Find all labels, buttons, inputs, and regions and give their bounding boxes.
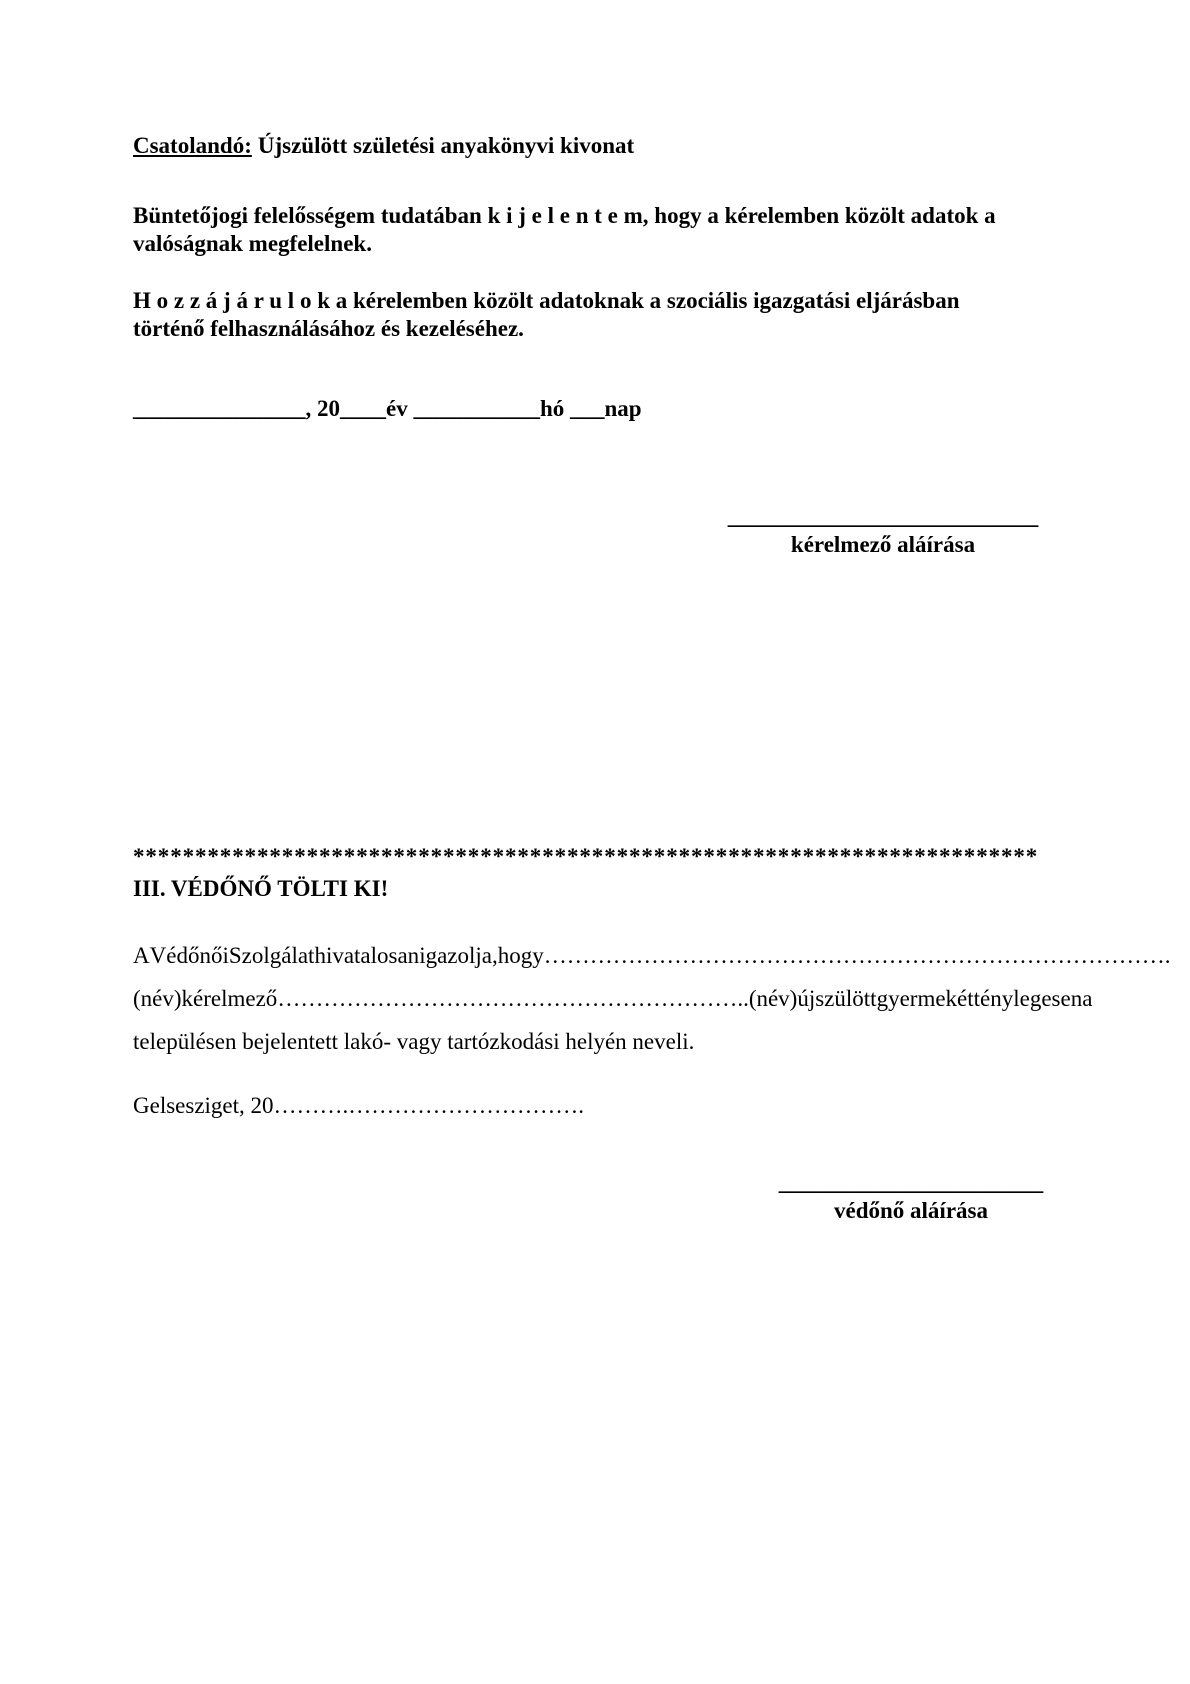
applicant-signature-block [726, 505, 1040, 558]
attachment-note-text: Újszülött születési anyakönyvi kivonat [257, 133, 635, 158]
justified-word: ………………………………………………………………………. [543, 943, 1171, 968]
applicant-signature-label: kérelmező aláírása [790, 532, 976, 557]
justified-word: Védőnői [149, 943, 229, 968]
justified-word: igazolja, [419, 943, 498, 968]
justified-word: (név) [133, 986, 182, 1011]
consent-paragraph-line-2: történő felhasználásához és kezeléséhez. [133, 316, 524, 341]
section-divider: ************************************************************************* [133, 844, 1039, 869]
date-blank-line: _______________, 20____év ___________hó ___nap [133, 396, 642, 421]
justified-word: kérelmező [181, 986, 278, 1011]
justified-word: …………………………………………………….. [277, 986, 749, 1011]
section3-body-line-1 [133, 941, 1171, 971]
nurse-signature-rule: _______________________ [778, 1170, 1044, 1195]
justified-word: újszülött [797, 986, 877, 1011]
justified-word: gyermekét [876, 986, 974, 1011]
consent-paragraph-line-1: H o z z á j á r u l o k a kérelemben közölt adatoknak a szociális igazgatási eljárásban [133, 288, 960, 313]
justified-word: hivatalosan [314, 943, 420, 968]
attachment-note-label: Csatolandó: [133, 133, 252, 158]
nurse-signature-block [776, 1171, 1046, 1224]
place-date-line: Gelsesziget, 20……….…………………………. [133, 1093, 585, 1118]
justified-word: ténylegesen [973, 986, 1083, 1011]
section3-body-line-2 [133, 984, 1093, 1014]
applicant-signature-rule: ___________________________ [727, 504, 1039, 529]
attachment-note [133, 131, 1040, 161]
justified-word: Szolgálat [228, 943, 315, 968]
declaration-paragraph-line-1: Büntetőjogi felelősségem tudatában k i j e l e n t e m, hogy a kérelemben közölt adatok a [133, 203, 996, 228]
declaration-paragraph-line-2: valóságnak megfelelnek. [133, 231, 372, 256]
section3-heading: III. VÉDŐNŐ TÖLTI KI! [133, 876, 389, 901]
justified-word: a [1082, 986, 1093, 1011]
nurse-signature-label: védőnő aláírása [834, 1198, 988, 1223]
justified-word: A [133, 943, 150, 968]
justified-word: hogy [497, 943, 544, 968]
justified-word: (név) [748, 986, 798, 1011]
section3-body-line-3: településen bejelentett lakó- vagy tartózkodási helyén neveli. [133, 1029, 695, 1054]
